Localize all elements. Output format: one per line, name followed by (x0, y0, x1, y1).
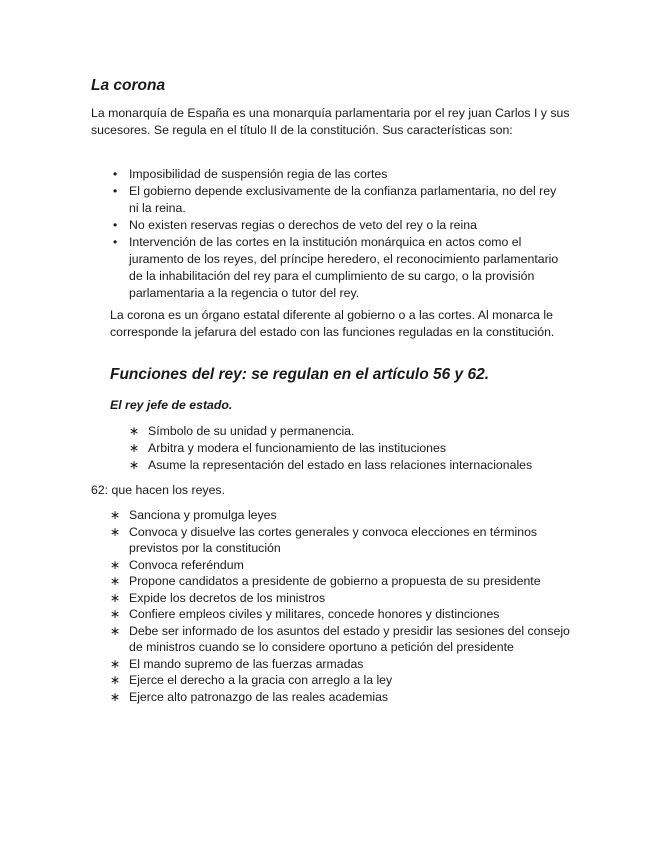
star-marker: ∗ (110, 508, 121, 522)
corona-paragraph: La corona es un órgano estatal diferente al gobierno o a las cortes. Al monarca le corresponde la jefarura del estado con las funciones reguladas en la constitución. (110, 308, 555, 339)
star-marker: ∗ (110, 590, 121, 605)
list-item: ∗ Debe ser informado de los asuntos del estado y presidir las sesiones del consejo de ministros cuando se lo considere oportuno a petición del presidente (110, 623, 570, 654)
bullet-marker: • (113, 184, 118, 198)
star-marker: ∗ (110, 524, 121, 539)
list-item: ∗ Propone candidatos a presidente de gobierno a propuesta de su presidente (110, 574, 541, 588)
list-item: • No existen reservas regias o derechos de veto del rey o la reina (113, 218, 477, 232)
bullet-marker: • (113, 218, 118, 232)
list-item: ∗ Asume la representación del estado en lass relaciones internacionales (129, 458, 533, 472)
star-marker: ∗ (110, 607, 121, 621)
list-item: ∗ Arbitra y modera el funcionamiento de las instituciones (129, 441, 447, 455)
head-of-state-list (110, 423, 560, 474)
functions-title: Funciones del rey: se regulan en el artículo 56 y 62. (110, 366, 490, 383)
star-marker: ∗ (110, 557, 121, 572)
article-62-list (91, 507, 571, 705)
section-title: La corona (91, 77, 166, 94)
bullet-marker: • (113, 167, 118, 181)
list-item: • El gobierno depende exclusivamente de la confianza parlamentaria, no del rey ni la reina. (113, 184, 557, 215)
star-marker: ∗ (129, 458, 140, 472)
star-marker: ∗ (110, 673, 121, 687)
star-marker: ∗ (110, 623, 121, 638)
list-item: ∗ Ejerce el derecho a la gracia con arreglo a la ley (110, 673, 393, 687)
list-item: ∗ Símbolo de su unidad y permanencia. (129, 424, 355, 438)
list-item: ∗ Confiere empleos civiles y militares, concede honores y distinciones (110, 607, 500, 621)
star-marker: ∗ (129, 424, 140, 438)
list-item: ∗ El mando supremo de las fuerzas armadas (110, 656, 364, 671)
list-item: ∗ Convoca referéndum (110, 557, 244, 572)
list-item: ∗ Ejerce alto patronazgo de las reales academias (110, 689, 389, 704)
characteristics-list (91, 166, 566, 302)
star-marker: ∗ (129, 441, 140, 455)
head-of-state-title: El rey jefe de estado. (110, 398, 233, 412)
list-item: ∗ Convoca y disuelve las cortes generales y convoca elecciones en términos previstos por la constitución (110, 524, 538, 555)
list-item: ∗ Expide los decretos de los ministros (110, 590, 326, 605)
star-marker: ∗ (110, 574, 121, 588)
intro-paragraph: La monarquía de España es una monarquía parlamentaria por el rey juan Carlos I y sus sucesores. Se regula en el título II de la constitución. Sus características son: (91, 106, 570, 137)
star-marker: ∗ (110, 689, 121, 704)
list-item: • Imposibilidad de suspensión regia de las cortes (113, 167, 388, 181)
list-item: • Intervención de las cortes en la institución monárquica en actos como el juramento de los reyes, del príncipe heredero, el reconocimiento parlamentario de la inhabilitación del rey para el cumplimiento de su cargo, o la provisión parlamentaria a la regencia o tutor del rey. (113, 235, 559, 300)
bullet-marker: • (113, 235, 118, 249)
star-marker: ∗ (110, 656, 121, 671)
list-item: ∗ Sanciona y promulga leyes (110, 508, 277, 522)
article-62-label: 62: que hacen los reyes. (91, 483, 225, 497)
